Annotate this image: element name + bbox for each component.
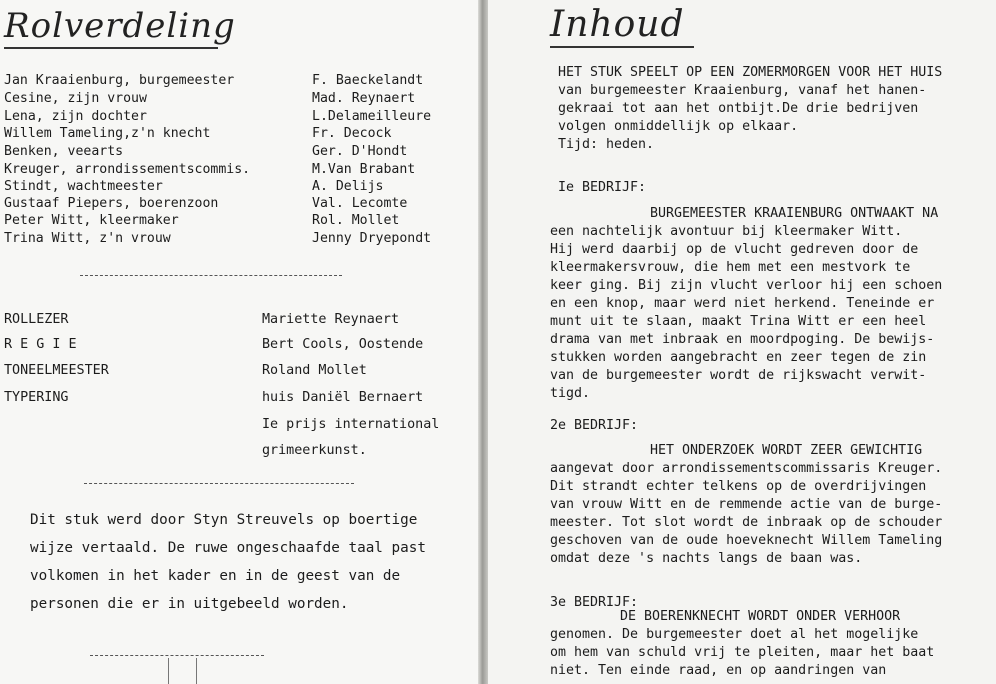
cast-role: Trina Witt, z'n vrouw <box>4 231 171 246</box>
cast-actor: Fr. Decock <box>312 126 392 141</box>
act-line: keer ging. Bij zijn vlucht verloor hij een schoen <box>550 278 943 293</box>
act-title: 3e BEDRIJF: <box>550 595 639 610</box>
summary-heading: Inhoud <box>550 4 685 45</box>
act-line: munt uit te slaan, maakt Trina Witt er een heel <box>550 314 927 329</box>
intro-line: HET STUK SPEELT OP EEN ZOMERMORGEN VOOR HET HUIS <box>558 65 943 80</box>
crew-value: huis Daniël Bernaert <box>262 390 424 405</box>
act-line: omdat deze 's nachts langs de baan was. <box>550 551 863 566</box>
act-line: Hij werd daarbij op de vlucht gedreven door de <box>550 242 919 257</box>
stray-mark <box>196 658 197 684</box>
divider <box>80 275 342 276</box>
page-fold <box>478 0 488 684</box>
cast-row <box>4 126 474 144</box>
act-line: Dit strandt echter telkens op de overdrijvingen <box>550 479 927 494</box>
act-line: van de burgemeester wordt de rijkswacht verwit- <box>550 368 927 383</box>
note-line: volkomen in het kader en in de geest van de <box>30 568 401 584</box>
cast-role: Jan Kraaienburg, burgemeester <box>4 73 235 88</box>
cast-actor: Rol. Mollet <box>312 213 400 228</box>
note-line: personen die er in uitgebeeld worden. <box>30 596 349 612</box>
act-line: genomen. De burgemeester doet al het mogelijke <box>550 627 919 642</box>
left-page <box>0 0 478 684</box>
crew-value: Ie prijs international <box>262 417 440 432</box>
cast-row <box>4 91 474 109</box>
act-line: drama van met inbraak en moordpoging. De bewijs- <box>550 332 935 347</box>
crew-label: R E G I E <box>4 337 77 352</box>
cast-row <box>4 162 474 180</box>
act-line: HET ONDERZOEK WORDT ZEER GEWICHTIG <box>650 443 923 458</box>
summary-heading-underline <box>550 46 694 48</box>
cast-row <box>4 231 474 249</box>
crew-value: grimeerkunst. <box>262 443 367 458</box>
cast-actor: A. Delijs <box>312 179 384 194</box>
act-line: tigd. <box>550 386 591 401</box>
cast-heading-underline <box>4 47 218 49</box>
divider <box>84 483 354 484</box>
cast-row <box>4 109 474 127</box>
stray-mark <box>168 658 169 684</box>
cast-role: Lena, zijn dochter <box>4 109 147 124</box>
crew-label: TONEELMEESTER <box>4 363 109 378</box>
act-line: een nachtelijk avontuur bij kleermaker Witt. <box>550 224 903 239</box>
cast-row <box>4 196 474 214</box>
intro-line: Tijd: heden. <box>558 137 655 152</box>
cast-role: Benken, veearts <box>4 144 124 159</box>
cast-actor: M.Van Brabant <box>312 162 416 177</box>
cast-role: Gustaaf Piepers, boerenzoon <box>4 196 219 211</box>
note-line: Dit stuk werd door Styn Streuvels op boertige <box>30 512 418 528</box>
divider <box>90 655 264 656</box>
cast-row <box>4 144 474 162</box>
act-line: DE BOERENKNECHT WORDT ONDER VERHOOR <box>620 609 901 624</box>
act-line: stukken worden aangebracht en zeer tegen de zin <box>550 350 927 365</box>
cast-row <box>4 179 474 197</box>
cast-role: Cesine, zijn vrouw <box>4 91 147 106</box>
cast-role: Willem Tameling,z'n knecht <box>4 126 211 141</box>
cast-actor: F. Baeckelandt <box>312 73 424 88</box>
cast-actor: Mad. Reynaert <box>312 91 416 106</box>
cast-actor: Val. Lecomte <box>312 196 408 211</box>
cast-actor: Jenny Dryepondt <box>312 231 432 246</box>
cast-row <box>4 73 474 91</box>
act-line: om hem van schuld vrij te pleiten, maar het baat <box>550 645 935 660</box>
act-line: kleermakersvrouw, die hem met een mestvork te <box>550 260 911 275</box>
intro-line: gekraai tot aan het ontbijt.De drie bedrijven <box>558 101 919 116</box>
note-paragraph <box>30 506 460 618</box>
cast-role: Peter Witt, kleermaker <box>4 213 179 228</box>
intro-line: van burgemeester Kraaienburg, vanaf het hanen- <box>558 83 927 98</box>
cast-role: Stindt, wachtmeester <box>4 179 163 194</box>
cast-actor: Ger. D'Hondt <box>312 144 408 159</box>
cast-row <box>4 213 474 231</box>
act-line: van vrouw Witt en de remmende actie van de burge- <box>550 497 943 512</box>
act-line: geschoven van de oude hoeveknecht Willem Tameling <box>550 533 943 548</box>
crew-value: Roland Mollet <box>262 363 367 378</box>
crew-label: ROLLEZER <box>4 312 69 327</box>
cast-role: Kreuger, arrondissementscommis. <box>4 162 251 177</box>
note-line: wijze vertaald. De ruwe ongeschaafde taal past <box>30 540 426 556</box>
cast-heading: Rolverdeling <box>4 6 236 46</box>
crew-value: Mariette Reynaert <box>262 312 400 327</box>
crew-label: TYPERING <box>4 390 69 405</box>
act-line: meester. Tot slot wordt de inbraak op de schouder <box>550 515 943 530</box>
right-page <box>488 0 996 684</box>
intro-line: volgen onmiddellijk op elkaar. <box>558 119 799 134</box>
act-title: Ie BEDRIJF: <box>558 180 647 195</box>
act-line: BURGEMEESTER KRAAIENBURG ONTWAAKT NA <box>650 206 939 221</box>
act-line: niet. Ten einde raad, en op aandringen van <box>550 663 887 678</box>
cast-actor: L.Delameilleure <box>312 109 432 124</box>
act-line: en een knop, maar werd niet herkend. Teneinde er <box>550 296 935 311</box>
act-title: 2e BEDRIJF: <box>550 418 639 433</box>
act-line: aangevat door arrondissementscommissaris Kreuger. <box>550 461 943 476</box>
crew-value: Bert Cools, Oostende <box>262 337 424 352</box>
